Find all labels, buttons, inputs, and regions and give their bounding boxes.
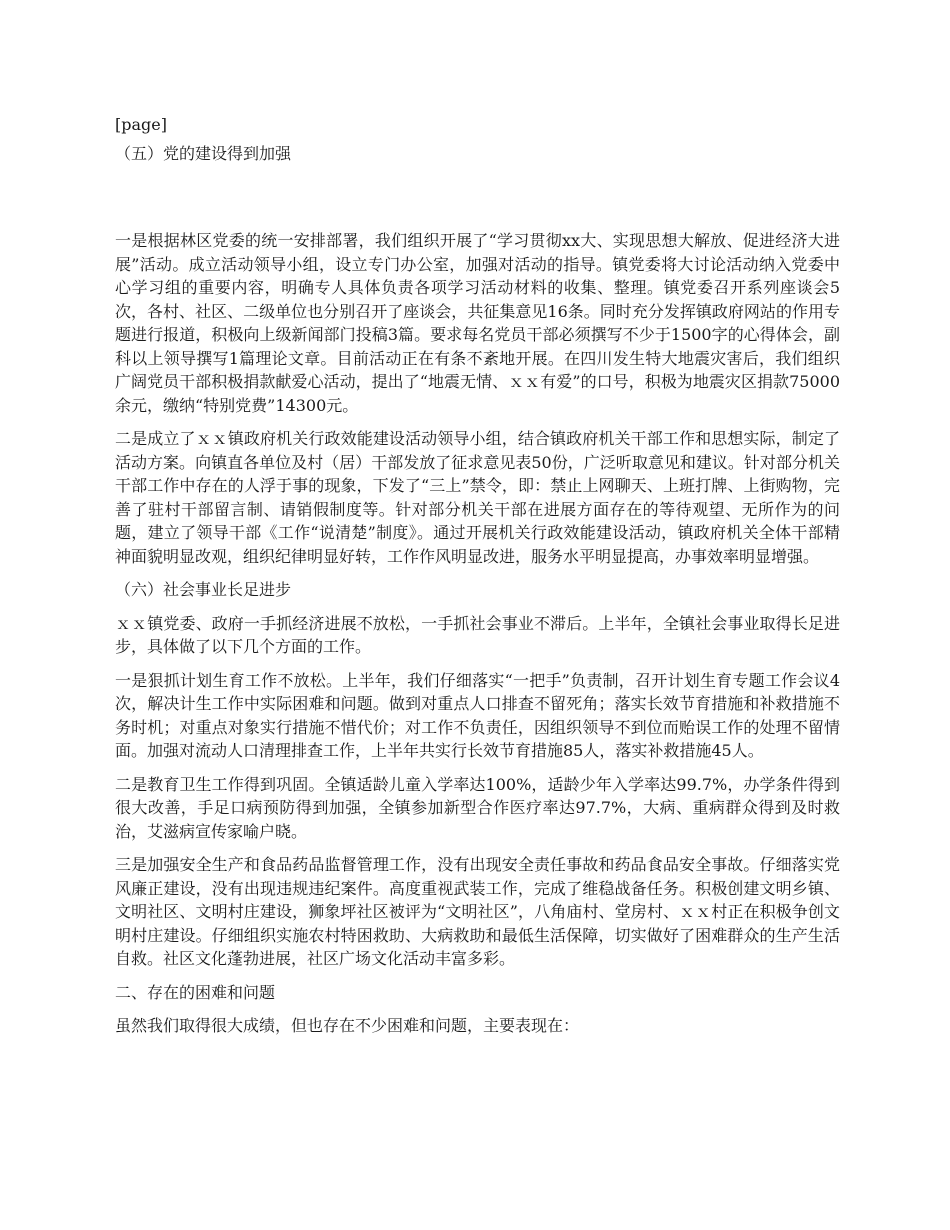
paragraph-problems-intro: 虽然我们取得很大成绩，但也存在不少困难和问题，主要表现在： [115,1016,580,1035]
paragraph-social-overview: ｘｘ镇党委、政府一手抓经济进展不放松，一手抓社会事业不滞后。上半年，全镇社会事业取得长足进步，具体做了以下几个方面的工作。 [115,613,840,656]
paragraph-education-health: 二是教育卫生工作得到巩固。全镇适龄儿童入学率达100%，适龄少年入学率达99.7%，办学条件得到很大改善，手足口病预防得到加强，全镇参加新型合作医疗率达97.7%，大病、重病群众得到及时救治，艾滋病宣传家喻户晓。 [115,774,840,841]
section-heading-problems: 二、存在的困难和问题 [115,982,276,1002]
section-heading-party-building: （五）党的建设得到加强 [115,143,292,163]
document-page [115,113,840,1048]
paragraph-efficiency-campaign: 二是成立了ｘｘ镇政府机关行政效能建设活动领导小组，结合镇政府机关干部工作和思想实际，制定了活动方案。向镇直各单位及村（居）干部发放了征求意见表50份，广泛听取意见和建议。针对部分机关干部工作中存在的人浮于事的现象，下发了“三上”禁令，即：禁止上网聊天、上班打牌、上街购物，完善了驻村干部留言制、请销假制度等。针对部分机关干部在进展方面存在的等待观望、无所作为的问题，建立了领导干部《工作“说清楚”制度》。通过开展机关行政效能建设活动，镇政府机关全体干部精神面貌明显改观，组织纪律明显好转，工作作风明显改进，服务水平明显提高，办事效率明显增强。 [115,429,840,566]
paragraph-safety-civility: 三是加强安全生产和食品药品监督管理工作，没有出现安全责任事故和药品食品安全事故。仔细落实党风廉正建设，没有出现违规违纪案件。高度重视武装工作，完成了维稳战备任务。积极创建文明乡镇、文明社区、文明村庄建设，狮象坪社区被评为“文明社区”，八角庙村、堂房村、ｘｘ村正在积极争创文明村庄建设。仔细组织实施农村特困救助、大病救助和最低生活保障，切实做好了困难群众的生产生活自救。社区文化蓬勃进展，社区广场文化活动丰富多彩。 [115,855,840,968]
section-heading-social-progress: （六）社会事业长足进步 [115,580,292,599]
paragraph-family-planning: 一是狠抓计划生育工作不放松。上半年，我们仔细落实“一把手”负责制，召开计划生育专题工作会议4次，解决计生工作中实际困难和问题。做到对重点人口排查不留死角；落实长效节育措施和补救措施不务时机；对重点对象实行措施不惜代价；对工作不负责任，因组织领导不到位而贻误工作的处理不留情面。加强对流动人口清理排查工作，上半年共实行长效节育措施85人，落实补救措施45人。 [115,670,840,760]
page-marker: [page] [115,115,167,134]
paragraph-study-campaign: 一是根据林区党委的统一安排部署，我们组织开展了“学习贯彻xx大、实现思想大解放、促进经济大进展”活动。成立活动领导小组，设立专门办公室，加强对活动的指导。镇党委将大讨论活动纳入党委中心学习组的重要内容，明确专人具体负责各项学习活动材料的收集、整理。镇党委召开系列座谈会5次，各村、社区、二级单位也分别召开了座谈会，共征集意见16条。同时充分发挥镇政府网站的作用专题进行报道，积极向上级新闻部门投稿3篇。要求每名党员干部必须撰写不少于1500字的心得体会，副科以上领导撰写1篇理论文章。目前活动正在有条不紊地开展。在四川发生特大地震灾害后，我们组织广阔党员干部积极捐款献爱心活动，提出了“地震无情、ｘｘ有爱”的口号，积极为地震灾区捐款75000余元，缴纳“特别党费”14300元。 [115,231,840,415]
